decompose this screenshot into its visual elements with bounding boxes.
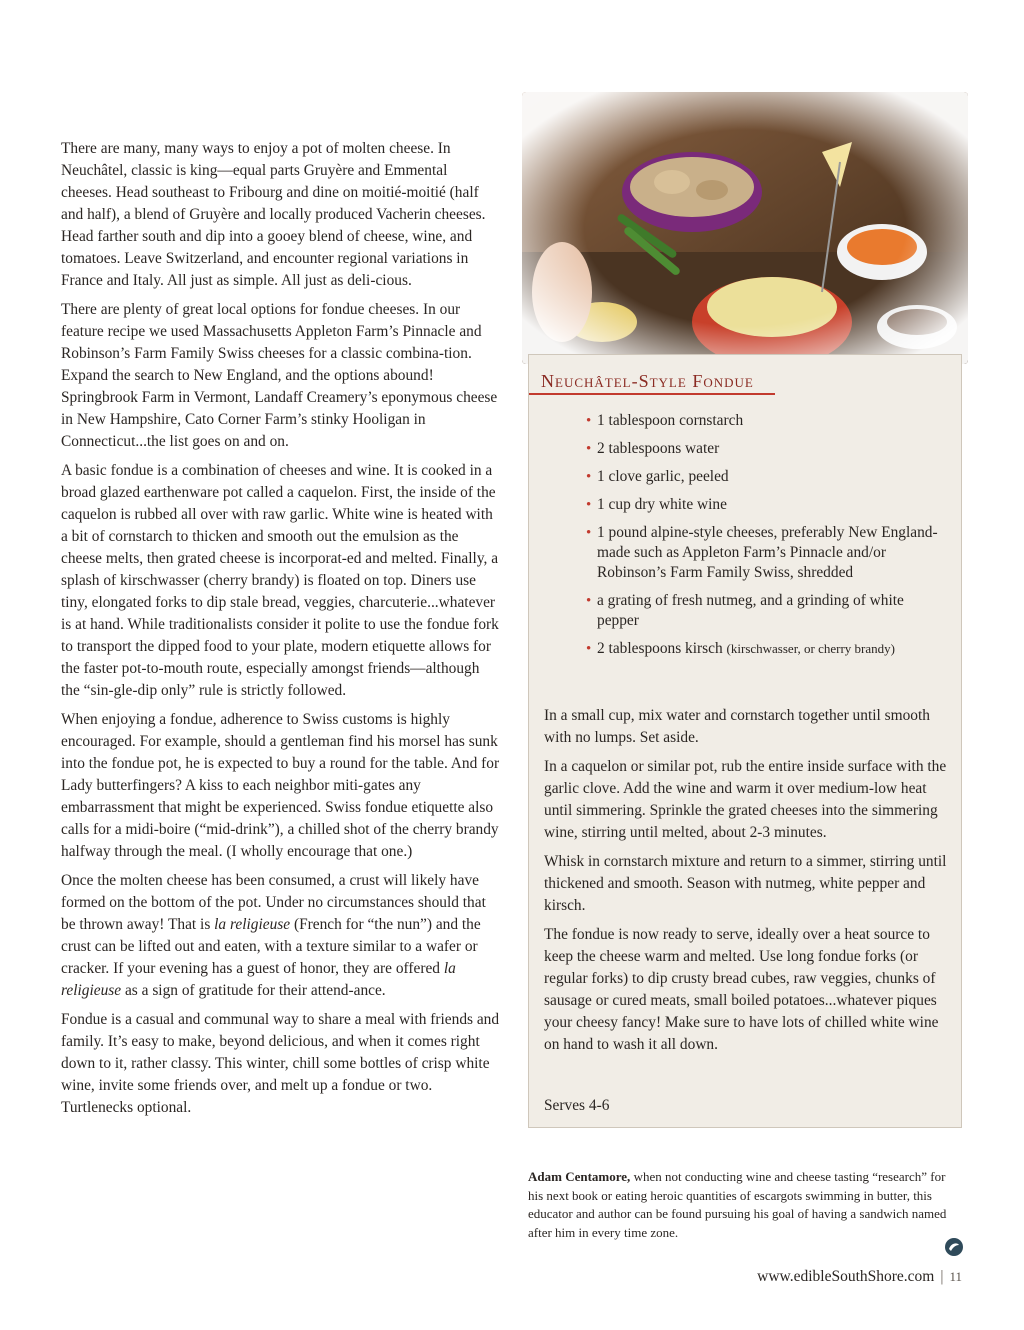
direction-step: In a caquelon or similar pot, rub the entire inside surface with the garlic clove. Add the wine and warm it over medium-low heat until simmering. Sprinkle the grated cheeses into the simmering wine, stirring until melted, about 2-3 minutes. <box>544 758 947 841</box>
recipe-title: Neuchâtel-Style Fondue <box>541 371 754 391</box>
ingredient-item <box>587 439 947 459</box>
italic-term: la religieuse <box>61 960 456 999</box>
bullet-icon: • <box>586 497 592 513</box>
text-run: Once the molten cheese has been consumed, a crust will likely have formed on the bottom of the pot. Under no circumstances should that be thrown away! That is <box>61 872 486 933</box>
ingredient-note: (kirschwasser, or cherry brandy) <box>726 641 895 656</box>
author-bio <box>528 1168 948 1242</box>
fondue-photo-illustration <box>522 92 968 364</box>
ingredient-list <box>587 411 947 667</box>
article-paragraph: A basic fondue is a combination of cheeses and wine. It is cooked in a broad glazed earthenware pot called a caquelon. First, the inside of the caquelon is rubbed all over with raw garlic. White wine is heated with a bit of cornstarch to thicken and smooth out the emulsion as the cheese melts, then grated cheese is incorporat-ed and melted. Finally, a splash of kirschwasser (cherry brandy) is floated on top. Diners use tiny, elongated forks to dip stale bread, veggies, charcuterie...whatever is at hand. While traditionalists consider it polite to use the fondue fork to transport the dipped food to your plate, modern etiquette allows for the faster pot-to-mouth route, especially amongst friends—although the “sin-gle-dip only” rule is strictly followed. <box>61 462 499 699</box>
text-run: as a sign of gratitude for their attend-ance. <box>121 982 386 999</box>
ingredient-text: 1 pound alpine-style cheeses, preferably New England-made such as Appleton Farm’s Pinnacle and/or Robinson’s Farm Family Swiss, shredded <box>597 524 938 581</box>
fondue-photo <box>522 92 968 364</box>
italic-term: la religieuse <box>214 916 291 933</box>
footer-url[interactable]: www.edibleSouthShore.com <box>757 1268 935 1285</box>
ingredient-text: 1 clove garlic, peeled <box>597 468 729 485</box>
ingredient-item <box>587 411 947 431</box>
ingredient-text: 2 tablespoons kirsch <box>597 640 723 657</box>
ingredient-item <box>587 523 947 583</box>
ingredient-text: 2 tablespoons water <box>597 440 720 457</box>
ingredient-text: 1 cup dry white wine <box>597 496 727 513</box>
ingredient-item <box>587 467 947 487</box>
direction-step: The fondue is now ready to serve, ideally over a heat source to keep the cheese warm and melted. Use long fondue forks (or regular forks) to dip crusty bread cubes, raw veggies, chunks of sausage or cured meats, small boiled potatoes...whatever piques your cheesy fancy! Make sure to have lots of chilled white wine on hand to wash it all down. <box>544 926 939 1053</box>
ingredient-item <box>587 591 947 631</box>
bio-text: when not conducting wine and cheese tasting “research” for his next book or eating heroic quantities of escargots swimming in butter, this educator and author can be found pursuing his goal of having a sandwich named after him in every time zone. <box>528 1169 947 1240</box>
page-footer <box>757 1268 962 1286</box>
page-number: 11 <box>949 1269 962 1284</box>
bullet-icon: • <box>586 525 592 541</box>
ingredient-text: 1 tablespoon cornstarch <box>597 412 744 429</box>
article-paragraph: Fondue is a casual and communal way to share a meal with friends and family. It’s easy to make, beyond delicious, and when it comes right down to it, rather classy. This winter, chill some bottles of crisp white wine, invite some friends over, and melt up a fondue or two. Turtlenecks optional. <box>61 1011 500 1116</box>
bullet-icon: • <box>586 469 592 485</box>
edible-logo-icon <box>944 1237 964 1257</box>
article-paragraph <box>61 870 501 1002</box>
recipe-directions <box>544 705 954 1063</box>
article-paragraph: When enjoying a fondue, adherence to Swiss customs is highly encouraged. For example, should a gentleman find his morsel has sunk into the fondue pot, he is expected to buy a round for the table. And for Lady butterfingers? A kiss to each neighbor miti-gates any embarrassment that might be experienced. Swiss fondue etiquette also calls for a midi-boire (“mid-drink”), a chilled shot of the cherry brandy halfway through the meal. (I wholly encourage that one.) <box>61 711 500 860</box>
edible-logo-icon-graphic <box>944 1237 964 1257</box>
direction-step: In a small cup, mix water and cornstarch together until smooth with no lumps. Set aside. <box>544 707 930 746</box>
footer-separator: | <box>940 1268 944 1285</box>
article-paragraph: There are many, many ways to enjoy a pot of molten cheese. In Neuchâtel, classic is king—equal parts Gruyère and Emmental cheeses. Head southeast to Fribourg and dine on moitié-moitié (half and half), a blend of Gruyère and locally produced Vacherin cheeses. Head farther south and dip into a gooey blend of cheese, wine, and tomatoes. Leave Switzerland, and encounter regional variations in France and Italy. All just as simple. All just as deli-cious. <box>61 140 486 289</box>
article-body <box>61 138 501 1126</box>
ingredient-item <box>587 495 947 515</box>
bullet-icon: • <box>586 593 592 609</box>
ingredient-text: a grating of fresh nutmeg, and a grinding of white pepper <box>597 592 904 629</box>
direction-step: Whisk in cornstarch mixture and return to a simmer, stirring until thickened and smooth. Season with nutmeg, white pepper and kirsch. <box>544 853 947 914</box>
recipe-serves: Serves 4-6 <box>544 1097 610 1114</box>
author-name: Adam Centamore, <box>528 1169 631 1184</box>
text-run: (French for “the nun”) and the crust can be lifted out and eaten, with a texture similar to a wafer or cracker. If your evening has a guest of honor, they are offered <box>61 916 481 977</box>
bullet-icon: • <box>586 641 592 657</box>
article-paragraph: There are plenty of great local options for fondue cheeses. In our feature recipe we used Massachusetts Appleton Farm’s Pinnacle and Robinson’s Farm Family Swiss cheeses for a classic combina-tion. Expand the search to New England, and the options abound! Springbrook Farm in Vermont, Landaff Creamery’s eponymous cheese in New Hampshire, Cato Corner Farm’s stinky Hooligan in Connecticut...the list goes on and on. <box>61 301 498 450</box>
ingredient-item <box>587 639 947 659</box>
bullet-icon: • <box>586 413 592 429</box>
recipe-box <box>528 354 962 1128</box>
bullet-icon: • <box>586 441 592 457</box>
title-underline <box>529 393 775 395</box>
